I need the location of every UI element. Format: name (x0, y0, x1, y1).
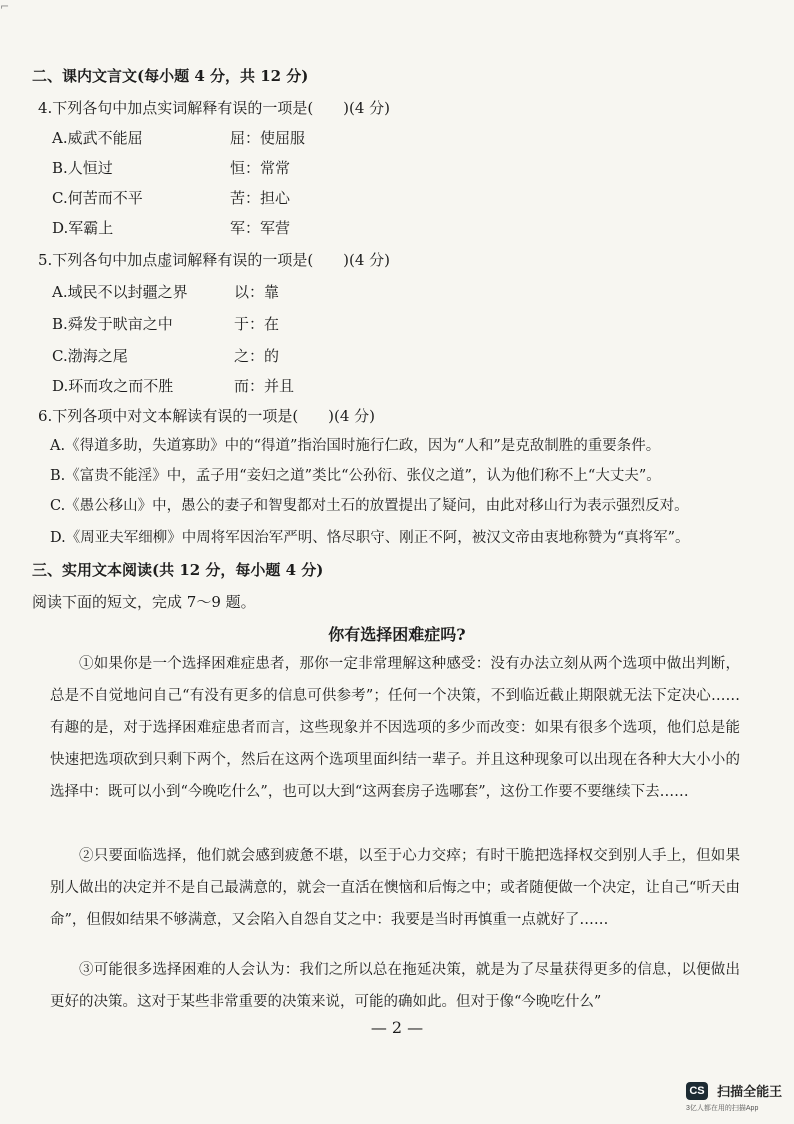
q4-option-a: A.威武不能屈 (52, 129, 143, 147)
q4-option-c-meaning: 苦：担心 (230, 189, 291, 207)
scanner-tagline: 3亿人都在用的扫描App (686, 1105, 759, 1112)
q5-option-b-meaning: 于：在 (234, 315, 280, 333)
page-number: — 2 — (370, 1018, 424, 1037)
q5-stem: 5.下列各句中加点虚词解释有误的一项是( )(4 分) (38, 251, 391, 269)
article-paragraph-1 (50, 648, 740, 808)
q6-option-a: A.《得道多助，失道寡助》中的“得道”指治国时施行仁政，因为“人和”是克敌制胜的重要条件。 (50, 438, 661, 454)
q5-option-c: C.渤海之尾 (52, 347, 128, 365)
q6-option-b: B.《富贵不能淫》中，孟子用“妾妇之道”类比“公孙衍、张仪之道”，认为他们称不上“大丈夫”。 (50, 468, 661, 484)
q5-option-b: B.舜发于畎亩之中 (52, 315, 173, 333)
scanner-logo-icon: CS (686, 1082, 708, 1100)
article-paragraph-3 (50, 954, 740, 1018)
q4-option-d-meaning: 军：军营 (230, 219, 291, 237)
article-title: 你有选择困难症吗? (328, 625, 466, 644)
paragraph-1-text: ①如果你是一个选择困难症患者，那你一定非常理解这种感受：没有办法立刻从两个选项中做出判断，总是不自觉地问自己“有没有更多的信息可供参考”；任何一个决策，不到临近截止期限就无法下定决心……有趣的是，对于选择困难症患者而言，这些现象并不因选项的多少而改变：如果有很多个选项，他们总是能快速把选项砍到只剩下两个，然后在这两个选项里面纠结一辈子。并且这种现象可以出现在各种大大小小的选择中：既可以小到“今晚吃什么”，也可以大到“这两套房子选哪套”，这份工作要不要继续下去…… (50, 656, 740, 800)
q5-option-d-meaning: 而：并且 (234, 377, 295, 395)
q5-option-d: D.环而攻之而不胜 (52, 377, 174, 395)
q6-stem: 6.下列各项中对文本解读有误的一项是( )(4 分) (38, 407, 376, 425)
q6-option-c: C.《愚公移山》中，愚公的妻子和智叟都对土石的放置提出了疑问，由此对移山行为表示强烈反对。 (50, 498, 689, 514)
section2-heading: 二、课内文言文(每小题 4 分，共 12 分) (32, 67, 309, 85)
q5-option-c-meaning: 之：的 (234, 347, 280, 365)
q5-option-a-meaning: 以：靠 (234, 283, 280, 301)
q4-option-b-meaning: 恒：常常 (230, 159, 291, 177)
scanner-app-name: 扫描全能王 (717, 1084, 783, 1099)
scanner-watermark (686, 1080, 782, 1113)
q4-option-b: B.人恒过 (52, 159, 113, 177)
section3-heading: 三、实用文本阅读(共 12 分，每小题 4 分) (32, 561, 324, 579)
article-paragraph-2 (50, 840, 740, 936)
corner-mark: ⌐ (0, 0, 10, 13)
paragraph-2-text: ②只要面临选择，他们就会感到疲惫不堪，以至于心力交瘁；有时干脆把选择权交到别人手上，但如果别人做出的决定并不是自己最满意的，就会一直活在懊恼和后悔之中；或者随便做一个决定，让自己“听天由命”，但假如结果不够满意，又会陷入自怨自艾之中：我要是当时再慎重一点就好了…… (50, 848, 740, 928)
q5-option-a: A.域民不以封疆之界 (52, 283, 188, 301)
q4-option-a-meaning: 屈：使屈服 (230, 129, 306, 147)
section3-instruction: 阅读下面的短文，完成 7～9 题。 (32, 593, 256, 611)
q6-option-d: D.《周亚夫军细柳》中周将军因治军严明、恪尽职守、刚正不阿，被汉文帝由衷地称赞为“真将军”。 (50, 530, 690, 546)
q4-option-d: D.军霸上 (52, 219, 114, 237)
q4-option-c: C.何苦而不平 (52, 189, 143, 207)
paragraph-3-text: ③可能很多选择困难的人会认为：我们之所以总在拖延决策，就是为了尽量获得更多的信息，以便做出更好的决策。这对于某些非常重要的决策来说，可能的确如此。但对于像“今晚吃什么” (50, 962, 740, 1010)
q4-stem: 4.下列各句中加点实词解释有误的一项是( )(4 分) (38, 99, 391, 117)
